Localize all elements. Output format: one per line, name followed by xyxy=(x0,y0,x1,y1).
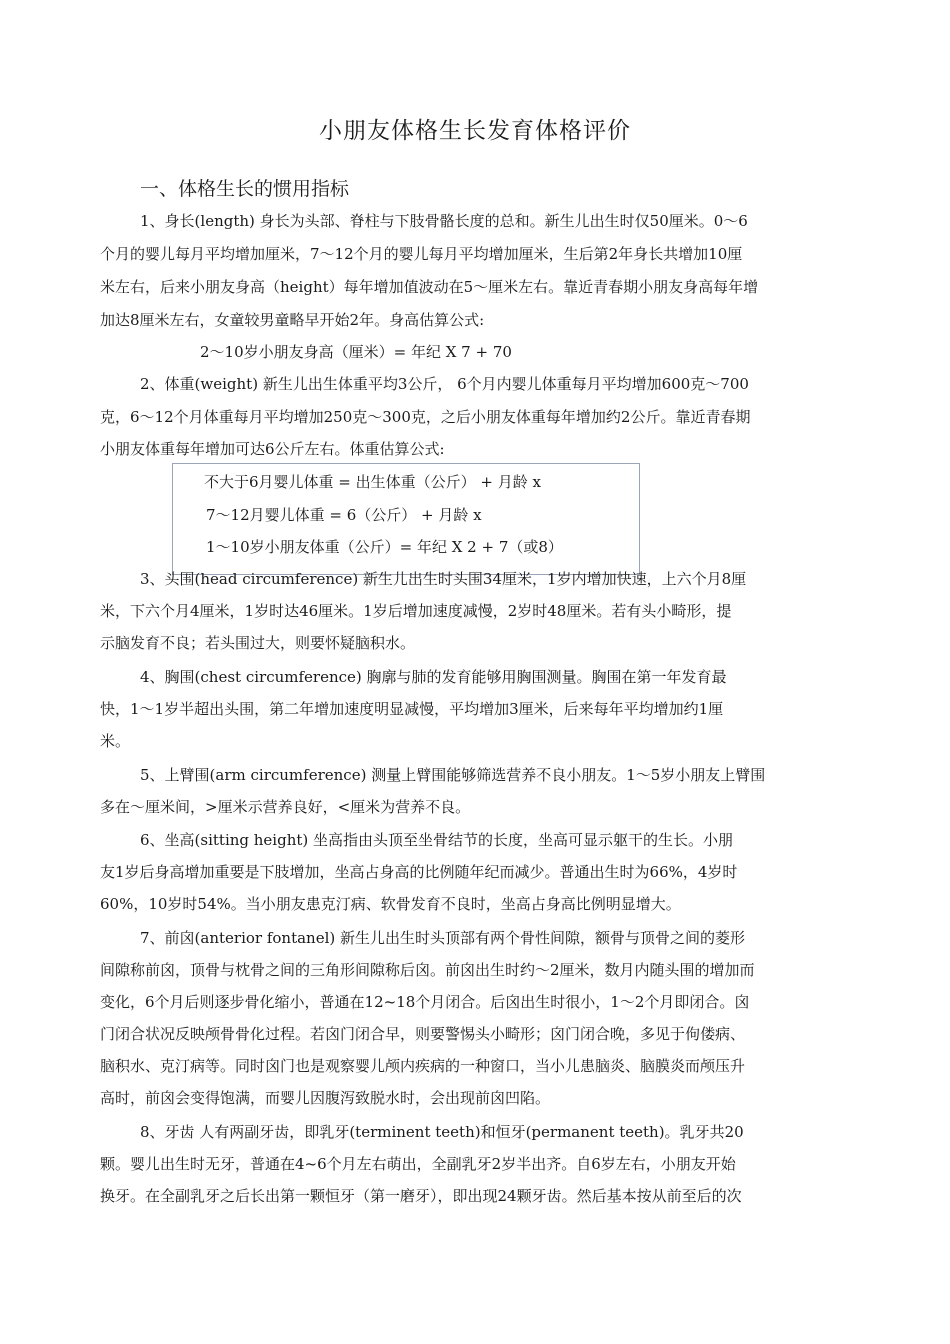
paragraph-line: 高时，前囟会变得饱满，而婴儿因腹泻致脱水时，会出现前囟凹陷。 xyxy=(100,1089,551,1107)
formula-line: 7～12月婴儿体重 = 6（公斤） + 月龄 x xyxy=(206,506,482,524)
formula-line: 1～10岁小朋友体重（公斤）= 年纪 X 2 + 7（或8） xyxy=(206,538,563,556)
paragraph-line: 多在～厘米间，>厘米示营养良好，<厘米为营养不良。 xyxy=(100,798,471,816)
paragraph-line: 3、头围(head circumference) 新生儿出生时头围34厘米，1岁内增加快速，上六个月8厘 xyxy=(140,570,747,588)
paragraph-line: 变化，6个月后则逐步骨化缩小，普通在12~18个月闭合。后囟出生时很小，1～2个月即闭合。囟 xyxy=(100,993,750,1011)
paragraph-line: 个月的婴儿每月平均增加厘米，7～12个月的婴儿每月平均增加厘米，生后第2年身长共增加10厘 xyxy=(100,245,743,263)
paragraph-line: 示脑发育不良；若头围过大，则要怀疑脑积水。 xyxy=(100,634,416,652)
formula-line: 不大于6月婴儿体重 = 出生体重（公斤） + 月龄 x xyxy=(204,473,541,491)
paragraph-line: 小朋友体重每年增加可达6公斤左右。体重估算公式: xyxy=(100,440,445,458)
paragraph-line: 加达8厘米左右，女童较男童略早开始2年。身高估算公式: xyxy=(100,311,485,329)
paragraph-line: 间隙称前囟，顶骨与枕骨之间的三角形间隙称后囟。前囟出生时约～2厘米，数月内随头围的增加而 xyxy=(100,961,755,979)
paragraph-line: 5、上臂围(arm circumference) 测量上臂围能够筛选营养不良小朋友。1～5岁小朋友上臂围 xyxy=(140,766,766,784)
paragraph-line: 友1岁后身高增加重要是下肢增加，坐高占身高的比例随年纪而减少。普通出生时为66%，4岁时 xyxy=(100,863,738,881)
document-title: 小朋友体格生长发育体格评价 xyxy=(319,118,631,144)
paragraph-line: 换牙。在全副乳牙之后长出第一颗恒牙（第一磨牙），即出现24颗牙齿。然后基本按从前至后的次 xyxy=(100,1187,742,1205)
paragraph-line: 8、牙齿 人有两副牙齿，即乳牙(terminent teeth)和恒牙(permanent teeth)。乳牙共20 xyxy=(140,1123,744,1141)
paragraph-line: 6、坐高(sitting height) 坐高指由头顶至坐骨结节的长度，坐高可显示躯干的生长。小朋 xyxy=(140,831,734,849)
paragraph-line: 米，下六个月4厘米，1岁时达46厘米。1岁后增加速度减慢，2岁时48厘米。若有头小畸形，提 xyxy=(100,602,732,620)
paragraph-line: 米。 xyxy=(100,732,131,750)
section-heading: 一、体格生长的惯用指标 xyxy=(140,178,350,200)
paragraph-line: 1、身长(length) 身长为头部、脊柱与下肢骨骼长度的总和。新生儿出生时仅50厘米。0～6 xyxy=(140,212,748,230)
paragraph-line: 4、胸围(chest circumference) 胸廓与肺的发育能够用胸围测量。胸围在第一年发育最 xyxy=(140,668,727,686)
paragraph-line: 快，1～1岁半超出头围，第二年增加速度明显减慢，平均增加3厘米，后来每年平均增加约1厘 xyxy=(100,700,724,718)
paragraph-line: 2、体重(weight) 新生儿出生体重平均3公斤， 6个月内婴儿体重每月平均增加600克～700 xyxy=(140,375,749,393)
paragraph-line: 克，6～12个月体重每月平均增加250克～300克，之后小朋友体重每年增加约2公斤。靠近青春期 xyxy=(100,408,751,426)
paragraph-line: 门闭合状况反映颅骨骨化过程。若囟门闭合早，则要警惕头小畸形；囟门闭合晚，多见于佝偻病、 xyxy=(100,1025,746,1043)
paragraph-line: 60%，10岁时54%。当小朋友患克汀病、软骨发育不良时，坐高占身高比例明显增大。 xyxy=(100,895,681,913)
formula-line: 2～10岁小朋友身高（厘米）= 年纪 X 7 + 70 xyxy=(200,343,512,361)
paragraph-line: 7、前囟(anterior fontanel) 新生儿出生时头顶部有两个骨性间隙，额骨与顶骨之间的菱形 xyxy=(140,929,746,947)
paragraph-line: 米左右，后来小朋友身高（height）每年增加值波动在5～厘米左右。靠近青春期小朋友身高每年增 xyxy=(100,278,759,296)
paragraph-line: 颗。婴儿出生时无牙，普通在4~6个月左右萌出，全副乳牙2岁半出齐。自6岁左右，小朋友开始 xyxy=(100,1155,736,1173)
paragraph-line: 脑积水、克汀病等。同时囟门也是观察婴儿颅内疾病的一种窗口，当小儿患脑炎、脑膜炎而颅压升 xyxy=(100,1057,746,1075)
